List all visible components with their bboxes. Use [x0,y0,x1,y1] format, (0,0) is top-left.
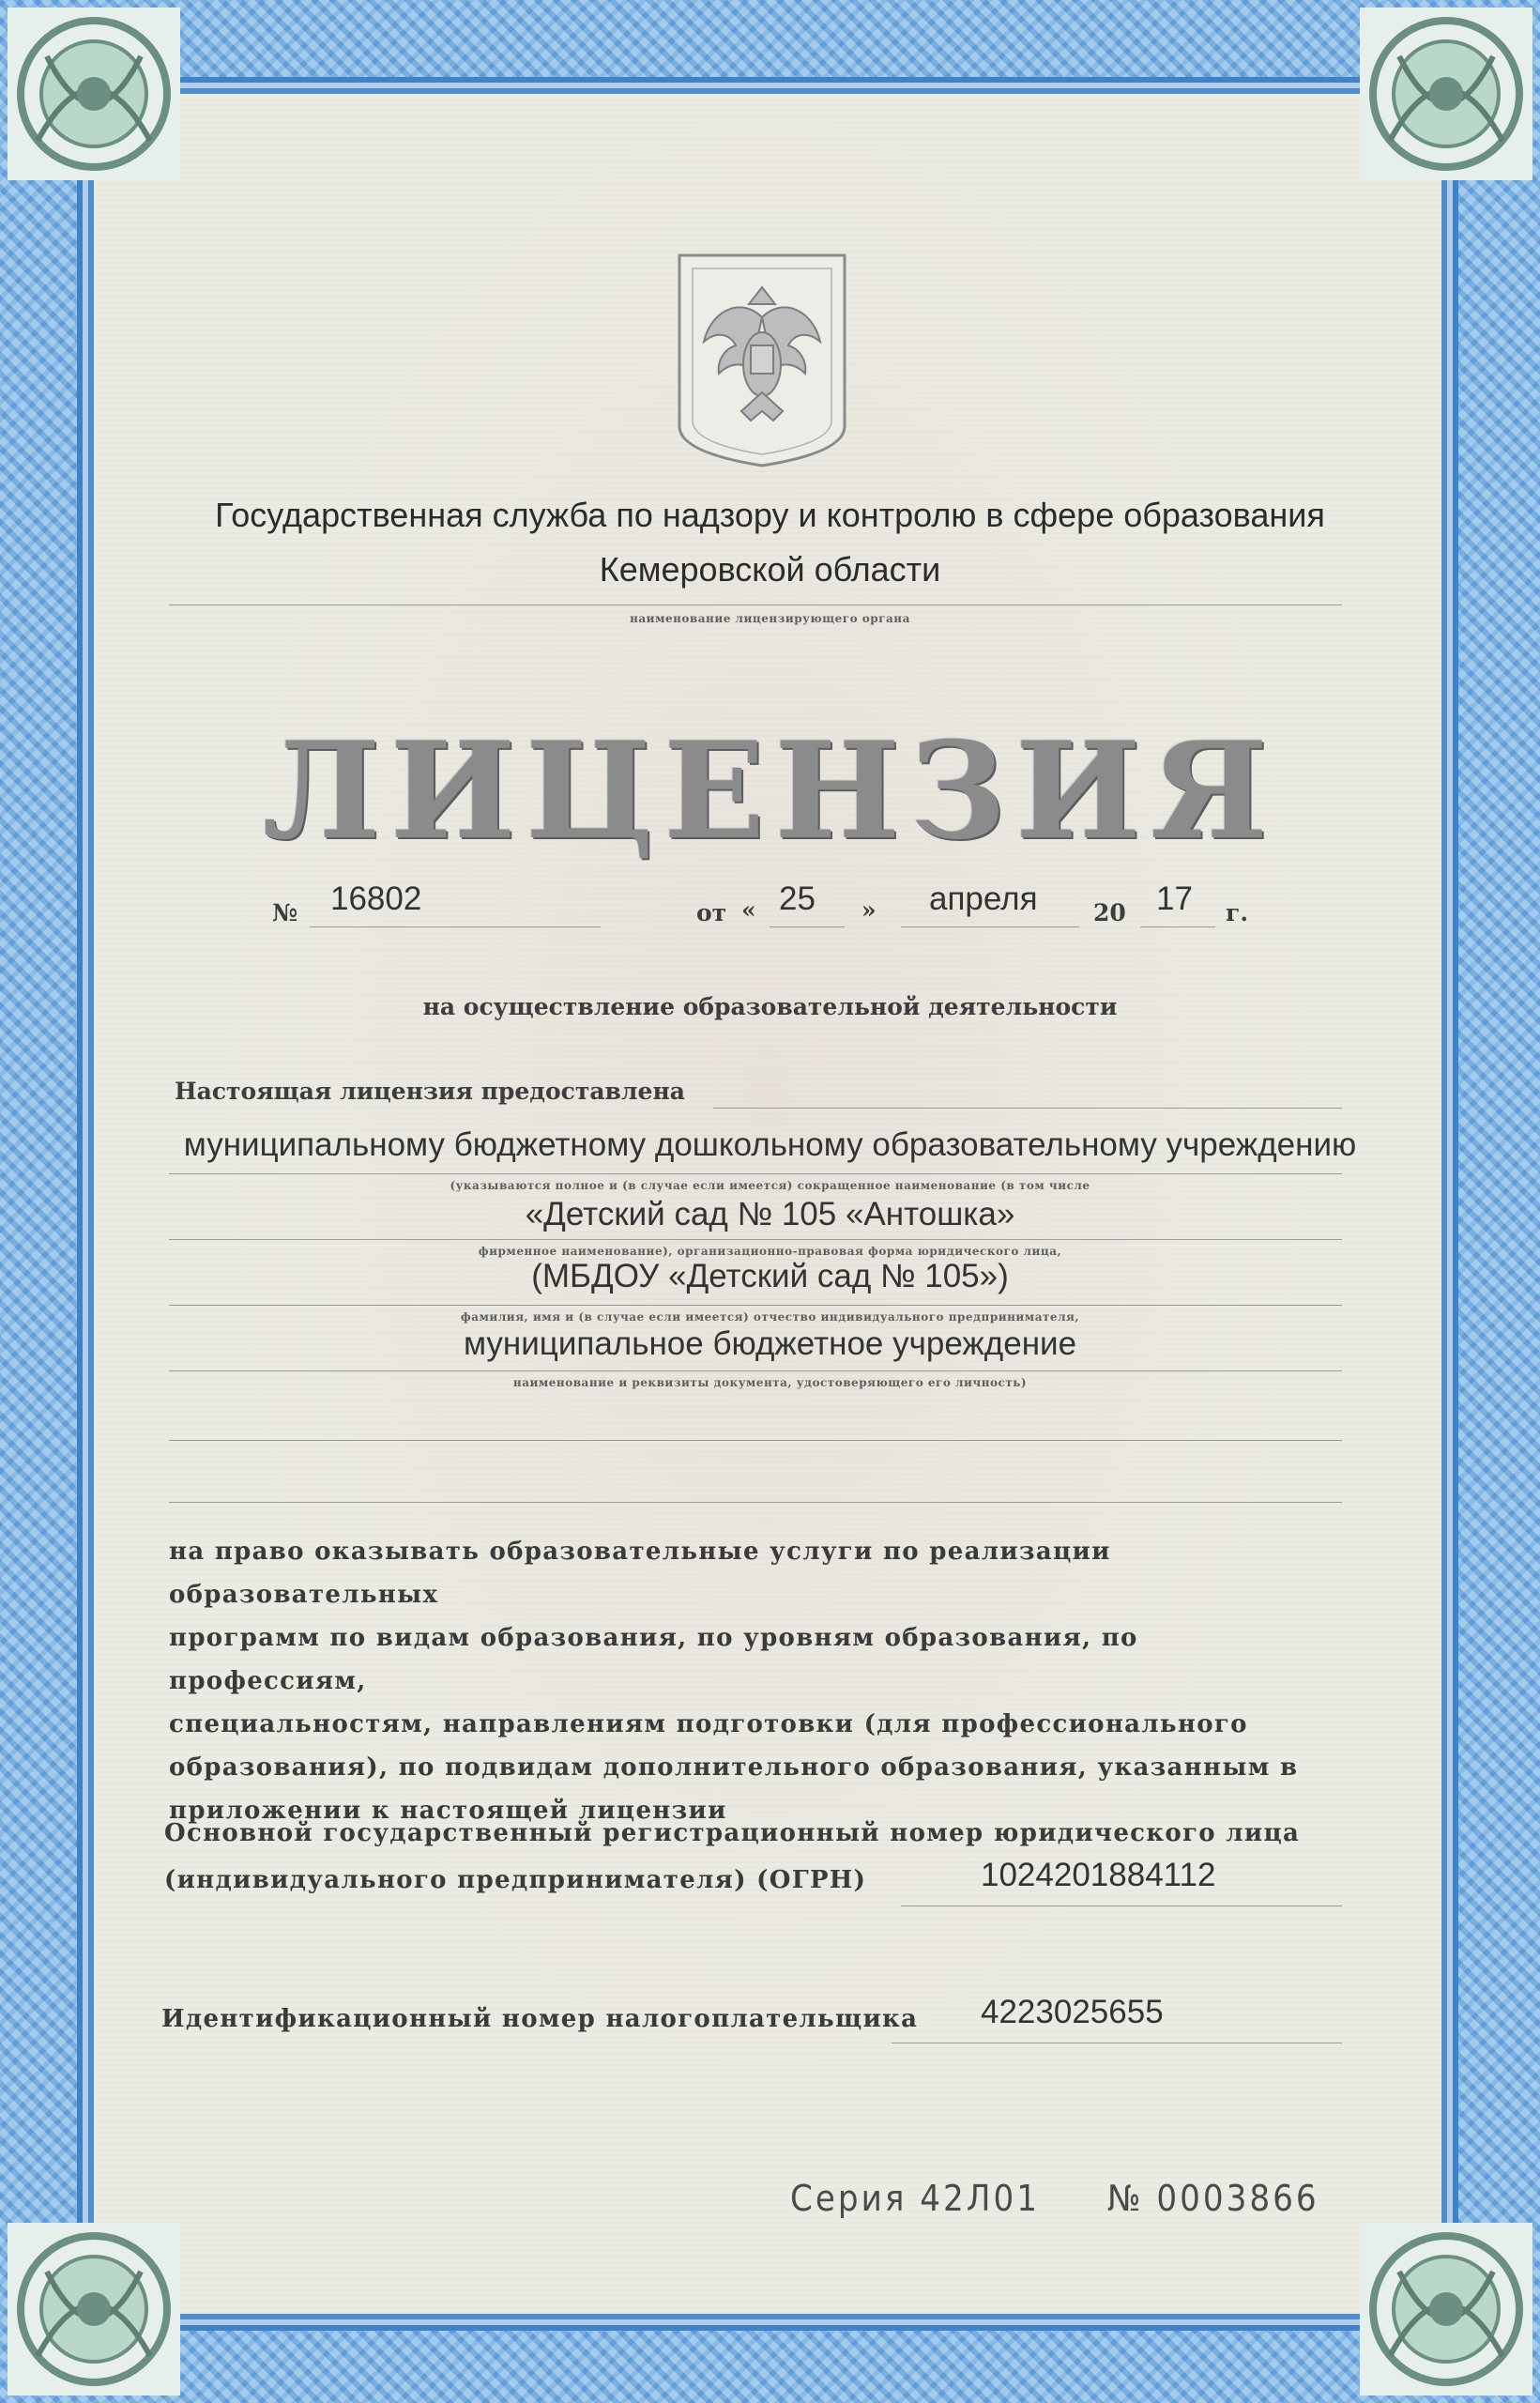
grantee-underline-1 [169,1173,1342,1174]
grantee-caption-1: (указываются полное и (в случае если имеется) сокращенное наименование (в том числе [450,1179,1090,1192]
rights-text [169,1530,1342,1832]
blank-line [169,1502,1342,1503]
ogrn-label-line2: (индивидуального предпринимателя) (ОГРН) [164,1866,867,1894]
ornament-corner-icon [1352,2215,1540,2403]
date-from-label: от [696,899,727,926]
ornament-corner-icon [0,2215,188,2403]
rights-line: на право оказывать образовательные услуги по реализации образовательных [169,1538,1111,1609]
year-unit: г. [1226,899,1249,926]
day-underline [770,926,845,927]
blank-line [169,1440,1342,1441]
grantee-line-3: (МБДОУ «Детский сад № 105») [531,1258,1009,1294]
inn-value: 4223025655 [981,1994,1164,2030]
rights-line: специальностям, направлениям подготовки (для профессионального [169,1710,1248,1738]
grantee-underline-4 [169,1370,1342,1371]
rights-line: приложении к настоящей лицензии [169,1797,727,1825]
issuer-caption: наименование лицензирующего органа [630,612,910,625]
issuer-name-line1: Государственная служба по надзору и контролю в сфере образования [215,496,1325,534]
rights-line: образования), по подвидам дополнительного образования, указанным в [169,1753,1299,1782]
license-number: 16802 [330,880,422,917]
ogrn-label-line1: Основной государственный регистрационный номер юридического лица [164,1819,1301,1847]
license-purpose: на осуществление образовательной деятельности [422,993,1118,1020]
grantee-caption-3: фамилия, имя и (в случае если имеется) отчество индивидуального предпринимателя, [460,1310,1080,1324]
license-month: апреля [929,880,1038,917]
number-sign: № [272,899,298,926]
quote-open: « [741,896,756,924]
grantee-caption-2: фирменное наименование), организационно-правовая форма юридического лица, [478,1245,1062,1258]
ornament-corner-icon [0,0,188,188]
grantee-caption-4: наименование и реквизиты документа, удостоверяющего его личность) [512,1376,1028,1389]
grantee-underline-2 [169,1239,1342,1240]
grantee-line-1: муниципальному бюджетному дошкольному образовательному учреждению [183,1126,1357,1163]
issuer-name-line2: Кемеровской области [599,550,941,589]
year-prefix: 20 [1093,899,1126,926]
document-title: ЛИЦЕНЗИЯ [262,713,1278,869]
inn-label: Идентификационный номер налогоплательщика [161,2005,919,2033]
form-number: № 0003866 [1107,2178,1319,2219]
quote-close: » [861,896,877,924]
grantee-underline-3 [169,1305,1342,1306]
license-year: 17 [1156,880,1193,917]
ogrn-value: 1024201884112 [981,1857,1216,1893]
ornament-corner-icon [1352,0,1540,188]
grantee-intro: Настоящая лицензия предоставлена [175,1078,685,1105]
year-underline [1140,926,1215,927]
month-underline [901,926,1079,927]
grantee-line-4: муниципальное бюджетное учреждение [463,1325,1077,1362]
license-day: 25 [779,880,816,917]
grantee-line-2: «Детский сад № 105 «Антошка» [525,1196,1015,1232]
form-series: Серия 42Л01 [790,2178,1040,2219]
rights-line: программ по видам образования, по уровням образования, по профессиям, [169,1624,1138,1695]
number-underline [310,926,601,927]
intro-underline [713,1108,1342,1109]
coat-of-arms-icon [676,252,848,469]
